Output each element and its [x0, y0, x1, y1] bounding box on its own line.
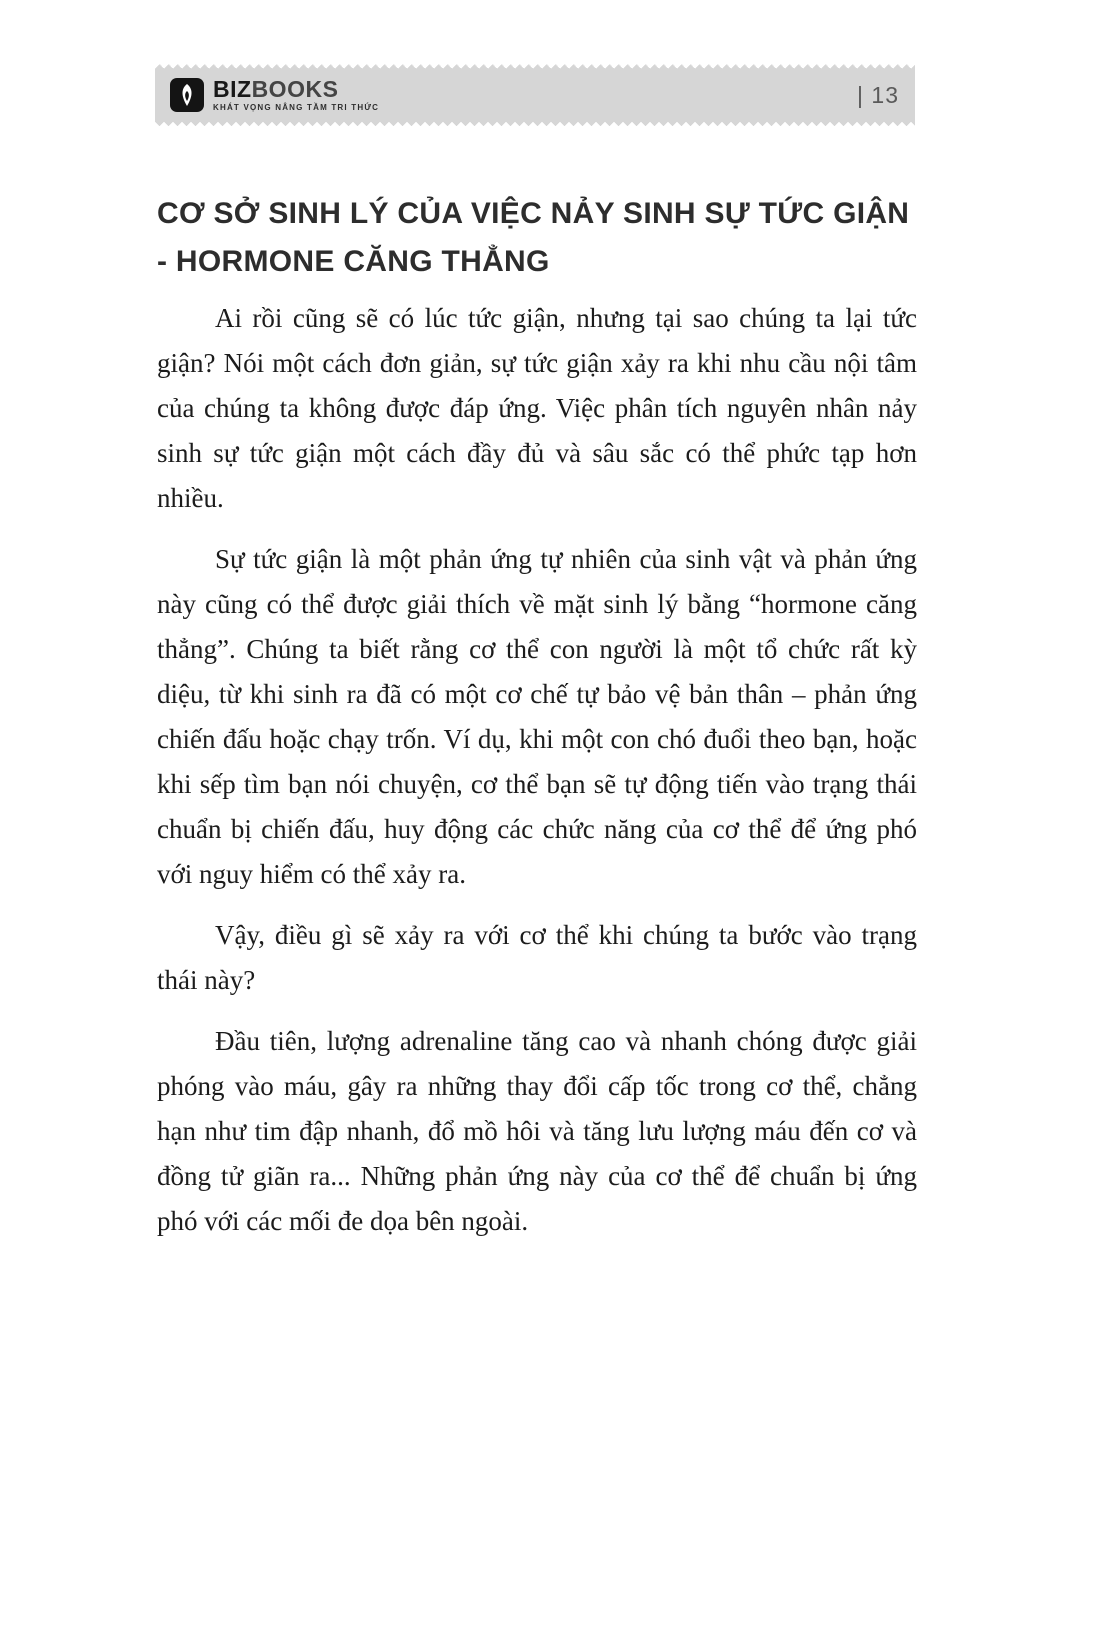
body-paragraph: Đầu tiên, lượng adrenaline tăng cao và nhanh chóng được giải phóng vào máu, gây ra những thay đổi cấp tốc trong cơ thể, chẳng hạn như tim đập nhanh, đổ mồ hôi và tăng lưu lượng máu đến cơ và đồng tử giãn ra... Những phản ứng này của cơ thể để chuẩn bị ứng phó với các mối đe dọa bên ngoài. [157, 1026, 917, 1236]
brand-biz: BIZ [213, 76, 252, 102]
publisher-name [213, 78, 379, 101]
brand-books: BOOKS [251, 76, 339, 102]
publisher-tagline: KHÁT VỌNG NÂNG TẦM TRI THỨC [213, 103, 380, 112]
chapter-heading-line1: CƠ SỞ SINH LÝ CỦA VIỆC NẢY SINH SỰ TỨC GIẬN [157, 197, 910, 231]
page-number: | 13 [857, 81, 899, 108]
publisher-brand [169, 77, 379, 113]
publisher-brand-text [213, 78, 379, 112]
chapter-heading-line2: - HORMONE CĂNG THẲNG [157, 245, 550, 279]
body-paragraph: Vậy, điều gì sẽ xảy ra với cơ thể khi chúng ta bước vào trạng thái này? [157, 920, 917, 995]
body-paragraph: Sự tức giận là một phản ứng tự nhiên của sinh vật và phản ứng này cũng có thể được giải thích về mặt sinh lý bằng “hormone căng thẳng”. Chúng ta biết rằng cơ thể con người là một tổ chức rất kỳ diệu, từ khi sinh ra đã có một cơ chế tự bảo vệ bản thân – phản ứng chiến đấu hoặc chạy trốn. Ví dụ, khi một con chó đuổi theo bạn, hoặc khi sếp tìm bạn nói chuyện, cơ thể bạn sẽ tự động tiến vào trạng thái chuẩn bị chiến đấu, huy động các chức năng của cơ thể để ứng phó với nguy hiểm có thể xảy ra. [157, 544, 917, 889]
header-serrated-edge-bottom [155, 120, 915, 126]
body-paragraph: Ai rồi cũng sẽ có lúc tức giận, nhưng tại sao chúng ta lại tức giận? Nói một cách đơn giản, sự tức giận xảy ra khi nhu cầu nội tâm của chúng ta không được đáp ứng. Việc phân tích nguyên nhân nảy sinh sự tức giận một cách đầy đủ và sâu sắc có thể phức tạp hơn nhiều. [157, 303, 917, 513]
bizbooks-logo-icon [169, 77, 205, 113]
page-header [155, 64, 915, 126]
header-bar [155, 70, 915, 120]
chapter-body [157, 296, 917, 1260]
chapter-heading [157, 190, 917, 286]
